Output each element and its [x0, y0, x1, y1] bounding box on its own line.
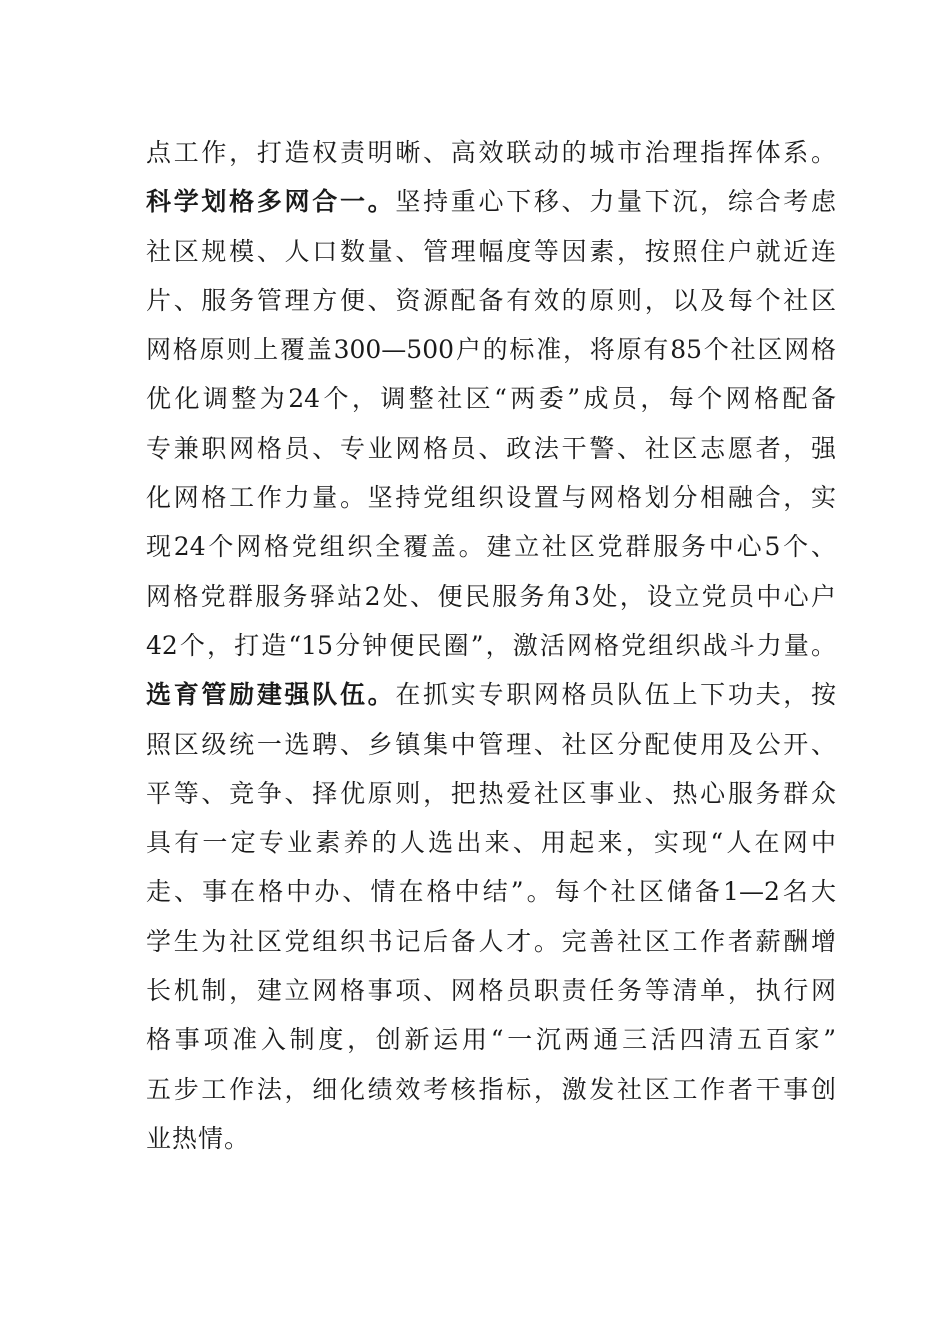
text-line — [146, 621, 836, 670]
line-text: 学生为社区党组织书记后备人才。完善社区工作者薪酬增 — [146, 926, 836, 956]
line-text: 平等、竞争、择优原则，把热爱社区事业、热心服务群众 — [146, 778, 836, 808]
text-line — [146, 424, 836, 473]
text-line — [146, 769, 836, 818]
text-line — [146, 720, 836, 769]
line-text: 42个，打造“15分钟便民圈”，激活网格党组织战斗力量。 — [146, 630, 836, 660]
text-line — [146, 917, 836, 966]
line-text: 点工作，打造权责明晰、高效联动的城市治理指挥体系。 — [146, 138, 836, 167]
section-heading: 科学划格多网合一。 — [146, 187, 396, 217]
text-line — [146, 374, 836, 423]
line-text: 网格原则上覆盖300—500户的标准，将原有85个社区网格 — [146, 335, 836, 365]
line-text: 网格党群服务驿站2处、便民服务角3处，设立党员中心户 — [146, 581, 836, 611]
text-line — [146, 177, 836, 226]
text-line — [146, 572, 836, 621]
line-text: 走、事在格中办、情在格中结”。每个社区储备1—2名大 — [146, 877, 836, 907]
line-text: 在抓实专职网格员队伍上下功夫，按 — [395, 680, 836, 710]
text-line — [146, 1015, 836, 1064]
text-line — [146, 522, 836, 571]
section-heading: 选育管励建强队伍。 — [146, 680, 396, 710]
text-line — [146, 1114, 836, 1163]
line-text: 业热情。 — [146, 1123, 251, 1153]
line-text: 格事项准入制度，创新运用“一沉两通三活四清五百家” — [146, 1025, 836, 1055]
line-text: 现24个网格党组织全覆盖。建立社区党群服务中心5个、 — [146, 532, 836, 562]
line-text: 五步工作法，细化绩效考核指标，激发社区工作者干事创 — [146, 1074, 836, 1104]
text-line — [146, 1065, 836, 1114]
text-line — [146, 276, 836, 325]
text-line — [146, 966, 836, 1015]
line-text: 社区规模、人口数量、管理幅度等因素，按照住户就近连 — [146, 236, 836, 266]
line-text: 专兼职网格员、专业网格员、政法干警、社区志愿者，强 — [146, 433, 836, 463]
line-text: 片、服务管理方便、资源配备有效的原则，以及每个社区 — [146, 285, 836, 315]
text-line — [146, 473, 836, 522]
text-line — [146, 670, 836, 719]
line-text: 化网格工作力量。坚持党组织设置与网格划分相融合，实 — [146, 483, 836, 513]
text-line — [146, 227, 836, 276]
text-line — [146, 325, 836, 374]
line-text: 照区级统一选聘、乡镇集中管理、社区分配使用及公开、 — [146, 729, 836, 759]
text-line — [146, 818, 836, 867]
text-line — [146, 128, 836, 177]
line-text: 长机制，建立网格事项、网格员职责任务等清单，执行网 — [146, 976, 836, 1006]
body-text — [146, 128, 836, 1163]
line-text: 优化调整为24个，调整社区“两委”成员，每个网格配备 — [146, 384, 836, 414]
text-line — [146, 867, 836, 916]
line-text: 具有一定专业素养的人选出来、用起来，实现“人在网中 — [146, 828, 836, 858]
line-text: 坚持重心下移、力量下沉，综合考虑 — [395, 187, 836, 217]
